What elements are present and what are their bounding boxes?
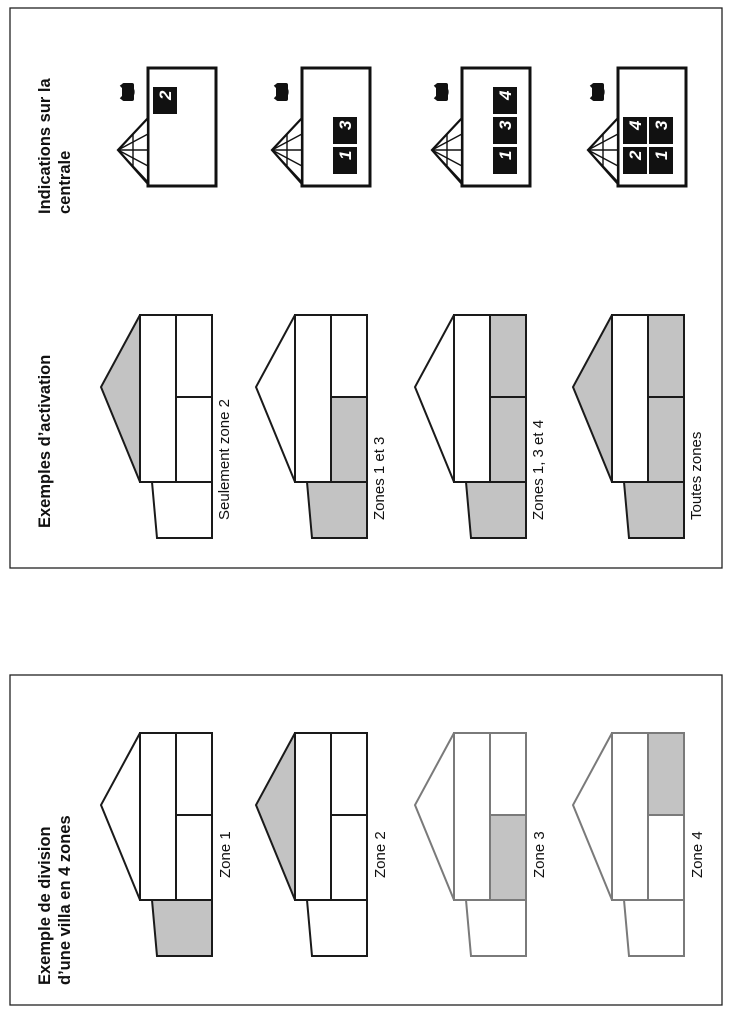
zone-2-roof (573, 315, 612, 482)
zone-1-extension (466, 482, 526, 538)
zone-1-extension (624, 900, 684, 956)
division-row-label: Zone 4 (689, 831, 706, 878)
zone-4-room (648, 733, 684, 815)
division-row-label: Zone 1 (217, 831, 234, 878)
division-panel (36, 733, 706, 985)
zone-2-roof (256, 315, 295, 482)
zone-3-room (648, 397, 684, 482)
activation-panel (36, 315, 705, 538)
zone-tile-number: 4 (626, 120, 645, 130)
zone-2-roof (415, 733, 454, 900)
zone-4-room (648, 315, 684, 397)
zone-4-room (176, 315, 212, 397)
zone-2-roof (256, 733, 295, 900)
main-upper-floor (140, 315, 176, 482)
zone-2-roof (573, 733, 612, 900)
alarm-console-icon (588, 68, 686, 186)
indications-panel (36, 68, 686, 214)
zone-2-roof (101, 733, 140, 900)
zone-1-extension (307, 900, 367, 956)
activation-row-label: Seulement zone 2 (216, 399, 233, 520)
zone-3-room (648, 815, 684, 900)
zone-4-room (331, 315, 367, 397)
activation-title: Exemples d’activation (36, 354, 54, 528)
alarm-console-icon (432, 68, 530, 186)
division-row-label: Zone 2 (372, 831, 389, 878)
indications-title-line-2: centrale (56, 150, 74, 214)
main-upper-floor (612, 315, 648, 482)
zone-1-extension (466, 900, 526, 956)
zone-tile-number: 2 (156, 90, 175, 100)
villa-house (573, 315, 684, 538)
villa-house (256, 733, 367, 956)
zone-4-room (490, 315, 526, 397)
main-upper-floor (295, 315, 331, 482)
villa-house (415, 733, 526, 956)
activation-row-label: Zones 1, 3 et 4 (530, 419, 547, 520)
zone-4-room (331, 733, 367, 815)
zone-tile-number: 3 (652, 120, 671, 130)
zone-4-room (490, 733, 526, 815)
padlock-icon (435, 83, 448, 101)
zone-4-room (176, 733, 212, 815)
division-row-label: Zone 3 (531, 831, 548, 878)
zone-tile-number: 3 (336, 120, 355, 130)
zone-2-roof (415, 315, 454, 482)
zone-3-room (176, 815, 212, 900)
indications-title-line-1: Indications sur la (36, 78, 54, 214)
villa-house (415, 315, 526, 538)
zone-3-room (331, 397, 367, 482)
zone-tile-number: 1 (652, 150, 671, 160)
console-body (148, 68, 216, 186)
zone-1-extension (152, 482, 212, 538)
padlock-icon (591, 83, 604, 101)
zone-3-room (176, 397, 212, 482)
padlock-icon (275, 83, 288, 101)
padlock-icon (121, 83, 134, 101)
zone-1-extension (307, 482, 367, 538)
main-upper-floor (140, 733, 176, 900)
zone-3-room (331, 815, 367, 900)
zone-tile-number: 1 (496, 150, 515, 160)
zone-tile-number: 3 (496, 120, 515, 130)
alarm-console-icon (118, 68, 216, 186)
zone-tile-number: 4 (496, 90, 515, 100)
alarm-console-icon (272, 68, 370, 186)
activation-row-label: Toutes zones (688, 431, 705, 520)
villa-house (573, 733, 684, 956)
activation-row-label: Zones 1 et 3 (371, 436, 388, 520)
zone-2-roof (101, 315, 140, 482)
zone-tile-number: 1 (336, 150, 355, 160)
villa-house (256, 315, 367, 538)
zone-3-room (490, 397, 526, 482)
zone-1-extension (624, 482, 684, 538)
division-title-line-2: d’une villa en 4 zones (56, 815, 74, 985)
villa-house (101, 733, 212, 956)
zone-1-extension (152, 900, 212, 956)
main-upper-floor (454, 315, 490, 482)
main-upper-floor (454, 733, 490, 900)
main-upper-floor (612, 733, 648, 900)
villa-house (101, 315, 212, 538)
zone-tile-number: 2 (626, 150, 645, 160)
division-title-line-1: Exemple de division (36, 826, 54, 985)
main-upper-floor (295, 733, 331, 900)
zone-3-room (490, 815, 526, 900)
